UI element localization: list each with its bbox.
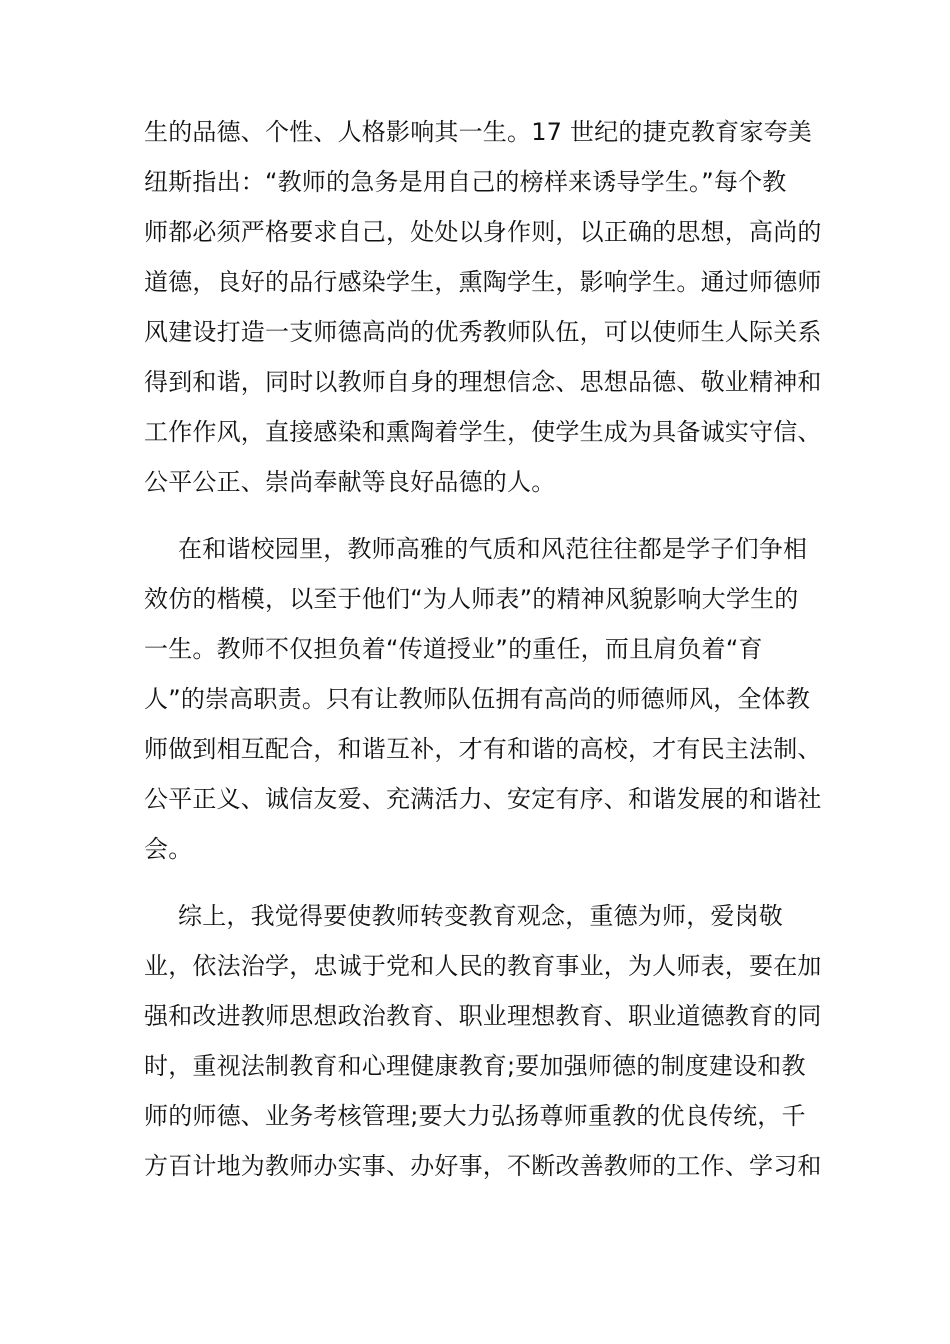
text-line: 时，重视法制教育和心理健康教育;要加强师德的制度建设和教 bbox=[144, 1052, 806, 1080]
text-line: 师做到相互配合，和谐互补，才有和谐的高校，才有民主法制、 bbox=[144, 735, 822, 763]
text-line: 师的师德、业务考核管理;要大力弘扬尊师重教的优良传统，千 bbox=[144, 1102, 806, 1130]
text-line: 综上，我觉得要使教师转变教育观念，重德为师，爱岗敬 bbox=[178, 902, 783, 930]
text-line: 道德，良好的品行感染学生，熏陶学生，影响学生。通过师德师 bbox=[144, 268, 822, 296]
text-line: 得到和谐，同时以教师自身的理想信念、思想品德、敬业精神和 bbox=[144, 368, 822, 396]
text-line: 强和改进教师思想政治教育、职业理想教育、职业道德教育的同 bbox=[144, 1002, 822, 1030]
text-line: 公平正义、诚信友爱、充满活力、安定有序、和谐发展的和谐社 bbox=[144, 785, 822, 813]
text-line: 业，依法治学，忠诚于党和人民的教育事业，为人师表，要在加 bbox=[144, 952, 822, 980]
text-line: 师都必须严格要求自己，处处以身作则，以正确的思想，高尚的 bbox=[144, 218, 822, 246]
text-line: 方百计地为教师办实事、办好事，不断改善教师的工作、学习和 bbox=[144, 1152, 822, 1180]
text-line: 在和谐校园里，教师高雅的气质和风范往往都是学子们争相 bbox=[178, 535, 808, 563]
text-line: 生的品德、个性、人格影响其一生。17 世纪的捷克教育家夸美 bbox=[144, 118, 812, 146]
text-line: 一生。教师不仅担负着“传道授业”的重任，而且肩负着“育 bbox=[144, 635, 763, 663]
text-line: 效仿的楷模，以至于他们“为人师表”的精神风貌影响大学生的 bbox=[144, 585, 799, 613]
text-line: 人”的崇高职责。只有让教师队伍拥有高尚的师德师风，全体教 bbox=[144, 685, 811, 713]
text-line: 风建设打造一支师德高尚的优秀教师队伍，可以使师生人际关系 bbox=[144, 318, 822, 346]
text-line: 会。 bbox=[144, 835, 193, 863]
text-line: 公平公正、崇尚奉献等良好品德的人。 bbox=[144, 468, 556, 496]
text-line: 工作作风，直接感染和熏陶着学生，使学生成为具备诚实守信、 bbox=[144, 418, 822, 446]
text-line: 纽斯指出：“教师的急务是用自己的榜样来诱导学生。”每个教 bbox=[144, 168, 787, 196]
